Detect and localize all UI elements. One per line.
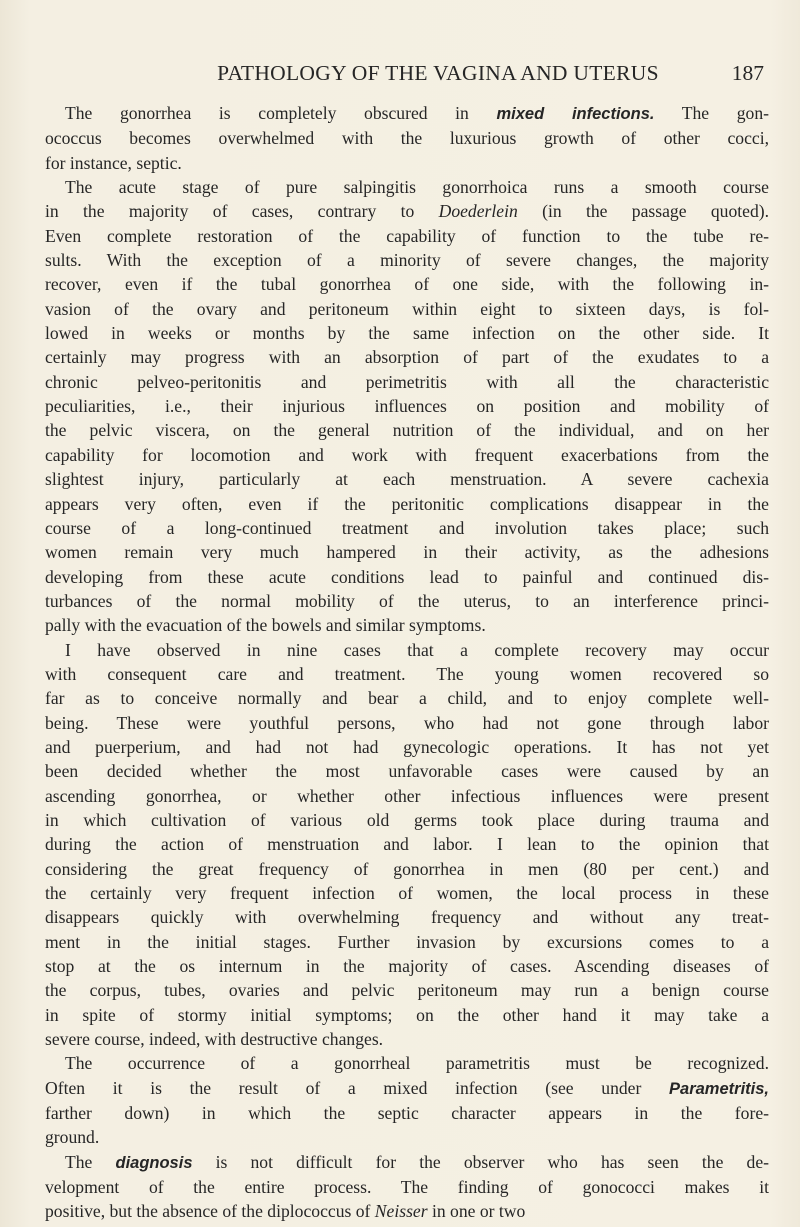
text-line	[45, 784, 769, 808]
text-line	[45, 1150, 769, 1175]
text-run: disappears quickly with overwhelming frequency and without any treat-	[45, 907, 769, 928]
text-run: capability for locomotion and work with frequent exacerbations from the	[45, 444, 769, 465]
text-run: being. These were youthful persons, who had not gone through labor	[45, 712, 769, 733]
text-line	[45, 589, 769, 613]
text-run: recover, even if the tubal gonorrhea of one side, with the following in-	[45, 274, 769, 295]
text-line	[45, 224, 769, 248]
text-line	[45, 540, 769, 564]
text-line	[45, 930, 769, 954]
paragraph	[45, 638, 769, 1052]
text-run: in which cultivation of various old germs took place during trauma and	[45, 809, 769, 830]
author-name: Doederlein	[438, 201, 518, 222]
text-run: women remain very much hampered in their activity, as the adhesions	[45, 542, 769, 563]
text-run: chronic pelveo-peritonitis and perimetritis with all the characteristic	[45, 371, 769, 392]
paragraph	[45, 101, 769, 175]
text-line	[45, 516, 769, 540]
page-header	[112, 58, 764, 88]
text-line	[45, 857, 769, 881]
text-run: for instance, septic.	[45, 152, 182, 173]
text-line	[45, 443, 769, 467]
text-line	[45, 345, 769, 369]
text-line	[45, 101, 769, 126]
text-run: during the action of menstruation and labor. I lean to the opinion that	[45, 834, 769, 855]
text-run: ococcus becomes overwhelmed with the luxurious growth of other cocci,	[45, 128, 769, 149]
running-head: PATHOLOGY OF THE VAGINA AND UTERUS	[217, 61, 659, 85]
text-run: in spite of stormy initial symptoms; on the other hand it may take a	[45, 1004, 769, 1025]
text-line	[45, 418, 769, 442]
text-line	[45, 321, 769, 345]
text-line	[45, 297, 769, 321]
text-run: certainly may progress with an absorption of part of the exudates to a	[45, 347, 769, 368]
text-run: Even complete restoration of the capability of function to the tube re-	[45, 225, 769, 246]
text-line	[45, 735, 769, 759]
text-run: ment in the initial stages. Further invasion by excursions comes to a	[45, 931, 769, 952]
body-text	[45, 101, 769, 1224]
text-line	[45, 467, 769, 491]
text-run: appears very often, even if the peritonitic complications disappear in the	[45, 493, 769, 514]
text-run: lowed in weeks or months by the same infection on the other side. It	[45, 323, 769, 344]
text-run: considering the great frequency of gonorrhea in men (80 per cent.) and	[45, 858, 769, 879]
text-line	[45, 151, 769, 175]
page-number: 187	[731, 61, 764, 85]
text-line	[45, 1199, 769, 1223]
text-line	[45, 759, 769, 783]
text-run: ground.	[45, 1127, 100, 1148]
text-line	[45, 1051, 769, 1075]
text-run: with consequent care and treatment. The young women recovered so	[45, 663, 769, 684]
text-run: The occurrence of a gonorrheal parametritis must be recognized.	[65, 1053, 769, 1074]
text-run: The	[65, 1151, 116, 1172]
text-run: the corpus, tubes, ovaries and pelvic peritoneum may run a benign course	[45, 980, 769, 1001]
text-line	[45, 175, 769, 199]
text-line	[45, 370, 769, 394]
text-line	[45, 248, 769, 272]
text-run: ascending gonorrhea, or whether other infectious influences were present	[45, 785, 769, 806]
text-line	[45, 1101, 769, 1125]
text-run: and puerperium, and had not had gynecologic operations. It has not yet	[45, 736, 769, 757]
text-run: the certainly very frequent infection of women, the local process in these	[45, 883, 769, 903]
emphasized-term: Parametritis,	[669, 1079, 769, 1098]
paragraph	[45, 175, 769, 638]
text-run: course of a long-continued treatment and involution takes place; such	[45, 517, 769, 538]
text-line	[45, 808, 769, 832]
text-line	[45, 638, 769, 662]
text-run: is not difficult for the observer who has seen the de-	[192, 1151, 769, 1172]
text-line	[45, 126, 769, 150]
text-run: positive, but the absence of the diplococcus of	[45, 1201, 375, 1222]
text-line	[45, 565, 769, 589]
text-line	[45, 954, 769, 978]
emphasized-term: diagnosis	[115, 1153, 193, 1172]
text-run: I have observed in nine cases that a complete recovery may occur	[65, 639, 769, 660]
text-line	[45, 1175, 769, 1199]
text-run: The gonorrhea is completely obscured in	[65, 103, 497, 123]
text-run: The gon-	[654, 103, 769, 123]
text-line	[45, 492, 769, 516]
text-run: developing from these acute conditions lead to painful and continued dis-	[45, 566, 769, 587]
text-run: pally with the evacuation of the bowels and similar symptoms.	[45, 615, 486, 636]
text-run: (in the passage quoted).	[517, 201, 769, 222]
text-run: sults. With the exception of a minority of severe changes, the majority	[45, 250, 769, 271]
text-run: the pelvic viscera, on the general nutrition of the individual, and on her	[45, 420, 769, 441]
text-run: severe course, indeed, with destructive changes.	[45, 1029, 384, 1050]
text-run: slightest injury, particularly at each menstruation. A severe cachexia	[45, 469, 769, 490]
text-line	[45, 272, 769, 296]
text-line	[45, 199, 769, 223]
author-name: Neisser	[374, 1201, 428, 1222]
text-run: farther down) in which the septic character appears in the fore-	[45, 1103, 769, 1124]
text-run: peculiarities, i.e., their injurious influences on position and mobility of	[45, 396, 769, 417]
text-line	[45, 686, 769, 710]
paragraph	[45, 1051, 769, 1149]
text-line	[45, 711, 769, 735]
text-line	[45, 613, 769, 637]
text-line	[45, 1125, 769, 1149]
emphasized-term: mixed infections.	[496, 105, 655, 123]
text-line	[45, 978, 769, 1002]
text-line	[45, 394, 769, 418]
text-run: far as to conceive normally and bear a child, and to enjoy complete well-	[45, 688, 769, 709]
text-run: been decided whether the most unfavorable cases were caused by an	[45, 761, 769, 782]
text-line	[45, 881, 769, 905]
text-line	[45, 1076, 769, 1101]
text-line	[45, 1027, 769, 1051]
text-run: The acute stage of pure salpingitis gonorrhoica runs a smooth course	[65, 177, 769, 198]
text-run: Often it is the result of a mixed infection (see under	[45, 1077, 670, 1098]
text-run: turbances of the normal mobility of the uterus, to an interference princi-	[45, 590, 769, 611]
text-line	[45, 662, 769, 686]
text-line	[45, 1003, 769, 1027]
text-run: vasion of the ovary and peritoneum within eight to sixteen days, is fol-	[45, 298, 769, 319]
text-run: stop at the os internum in the majority of cases. Ascending diseases of	[45, 956, 769, 977]
text-run: velopment of the entire process. The finding of gonococci makes it	[45, 1177, 769, 1198]
text-line	[45, 905, 769, 929]
text-run: in the majority of cases, contrary to	[45, 201, 439, 222]
text-line	[45, 832, 769, 856]
paragraph	[45, 1150, 769, 1224]
text-run: in one or two	[427, 1201, 526, 1222]
